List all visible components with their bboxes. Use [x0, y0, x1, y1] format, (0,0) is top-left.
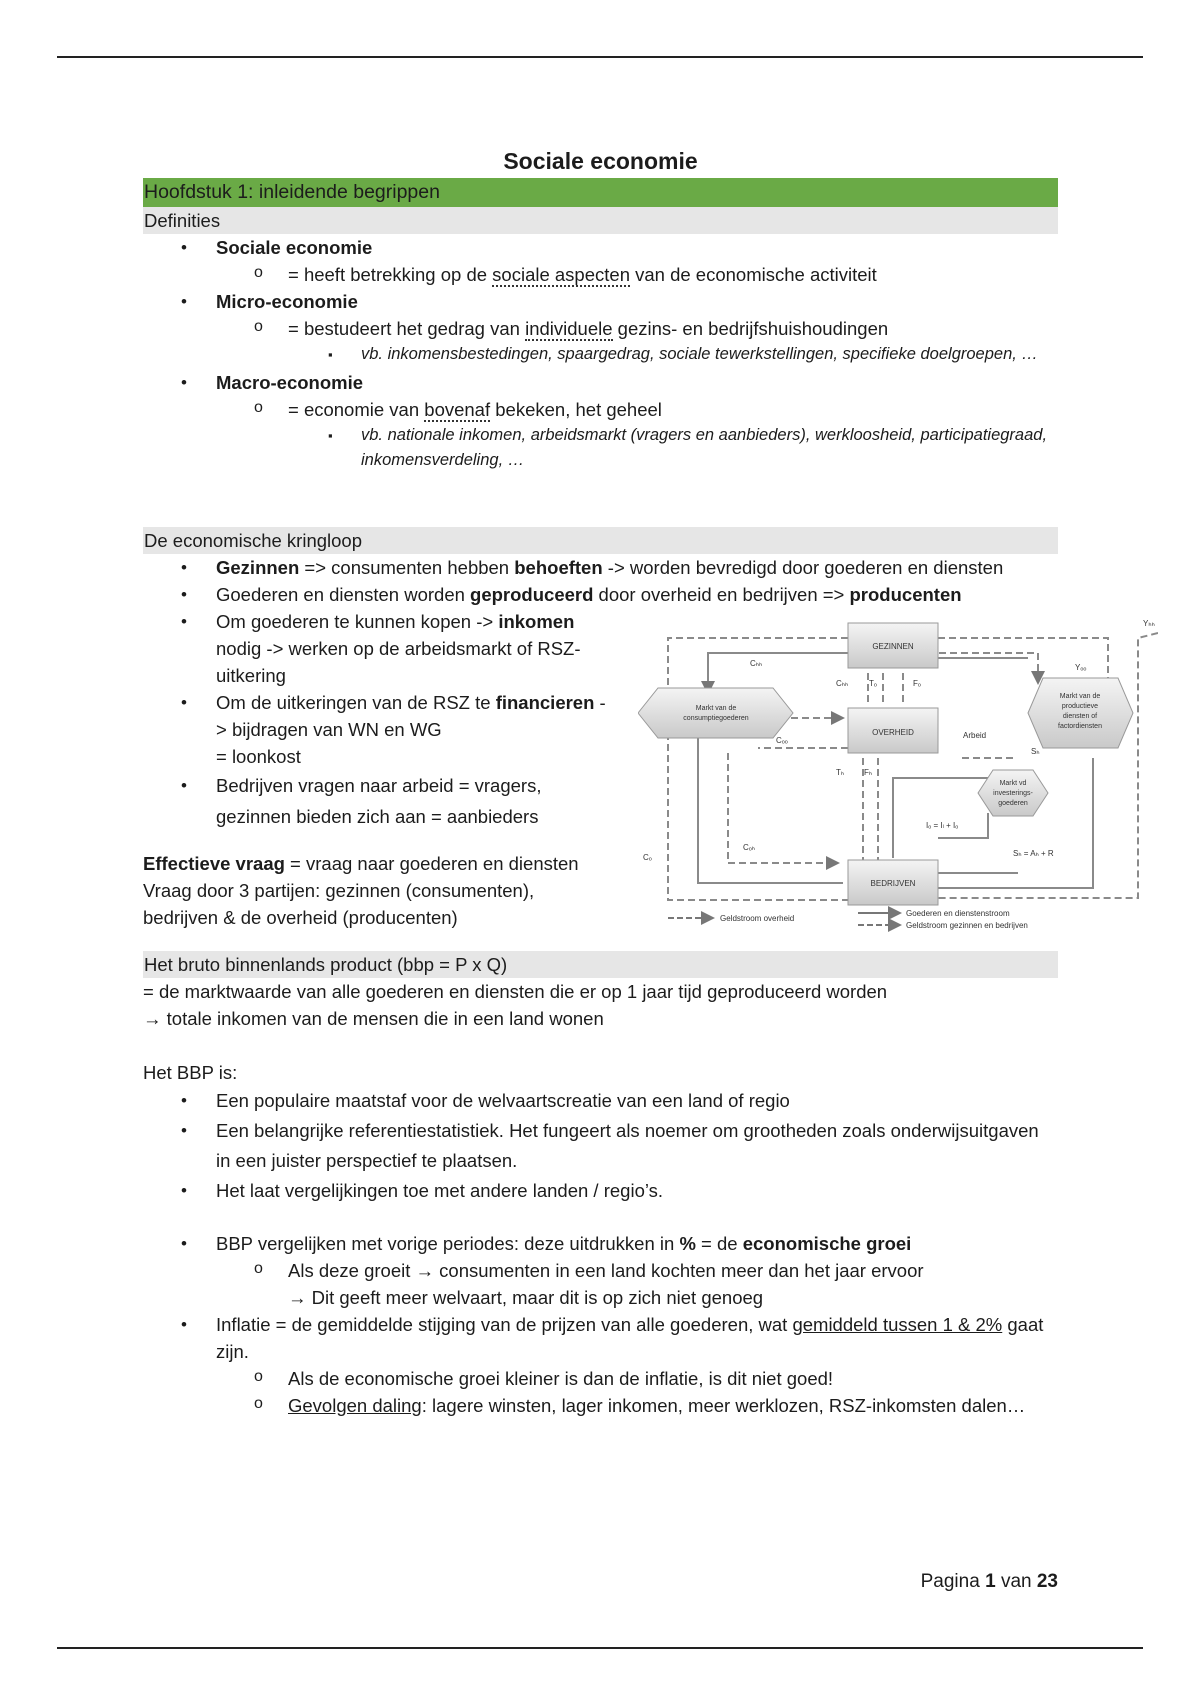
markt-fact-label: factordiensten [1058, 723, 1102, 730]
kringloop-left-column [143, 608, 613, 931]
gezinnen-label: GEZINNEN [872, 642, 914, 651]
effectieve-vraag-line: Vraag door 3 partijen: gezinnen (consumenten), [143, 880, 535, 901]
list-item: • Een belangrijke referentiestatistiek. Het fungeert als noemer om grootheden zoals onderwijsuitgaven in een juister perspectief te plaatsen. [143, 1116, 1058, 1176]
list-sub-item: o Als de economische groei kleiner is dan de inflatie, is dit niet goed! [143, 1365, 1058, 1392]
bbp-definition: → totale inkomen van de mensen die in een land wonen [143, 1008, 604, 1029]
list-item: • Het laat vergelijkingen toe met andere landen / regio’s. [143, 1176, 1058, 1206]
list-item: • Een populaire maatstaf voor de welvaartscreatie van een land of regio [143, 1086, 1058, 1116]
flow-label: Cₒₕ [743, 843, 756, 852]
section-heading-bbp: Het bruto binnenlands product (bbp = P x Q) [143, 951, 1058, 978]
legend-label: Goederen en dienstenstroom [906, 909, 1010, 918]
section-heading-kringloop: De economische kringloop [143, 527, 1058, 554]
footer-rule [57, 1647, 1143, 1649]
flow-label: Fₒ [913, 679, 921, 688]
document-title: Sociale economie [503, 148, 698, 174]
list-item: • Bedrijven vragen naar arbeid = vragers, gezinnen bieden zich aan = aanbieders [143, 770, 613, 832]
list-sub-item: o Gevolgen daling: lagere winsten, lager inkomen, meer werklozen, RSZ-inkomsten dalen… [143, 1392, 1058, 1419]
flow-label: Cₕₕ [750, 659, 763, 668]
flow-label: Arbeid [963, 731, 987, 740]
header-rule [57, 56, 1143, 58]
markt-fact-label: diensten of [1062, 713, 1098, 720]
flow-label: Cₕₕ [836, 679, 849, 688]
bbp-definition: = de marktwaarde van alle goederen en diensten die er op 1 jaar tijd geproduceerd worden [143, 981, 888, 1002]
definities-list [143, 234, 1058, 473]
markt-inv-label: goederen [998, 800, 1028, 807]
markt-consumptiegoederen-shape [638, 688, 793, 738]
overheid-label: OVERHEID [872, 728, 914, 737]
bbp-groei-list [143, 1230, 1058, 1419]
markt-inv-label: Markt vd [999, 780, 1027, 787]
definition-term: • Macro-economie [143, 369, 1058, 396]
definition-sub: o = bestudeert het gedrag van individuele gezins- en bedrijfshuishoudingen [143, 315, 1058, 342]
list-item: • Inflatie = de gemiddelde stijging van de prijzen van alle goederen, wat gemiddeld tussen 1 & 2% gaat zijn. [143, 1311, 1058, 1365]
definition-example: ▪ vb. nationale inkomen, arbeidsmarkt (vragers en aanbieders), werkloosheid, participatiegraad, inkomensverdeling, … [143, 423, 1058, 473]
section-heading-definities: Definities [143, 207, 1058, 234]
kringloop-diagram [638, 598, 1158, 938]
definition-sub: o = heeft betrekking op de sociale aspecten van de economische activiteit [143, 261, 1058, 288]
list-item: • Gezinnen => consumenten hebben behoeften -> worden bevredigd door goederen en diensten [143, 554, 1058, 581]
list-item: • Om de uitkeringen van de RSZ te financieren -> bijdragen van WN en WG = loonkost [143, 689, 613, 770]
effectieve-vraag: Effectieve vraag = vraag naar goederen en diensten [143, 853, 579, 874]
flow-label: Iₒ = Iₗ + Iₒ [926, 821, 959, 830]
flow-label: Sₕ [1031, 747, 1040, 756]
definition-term: • Micro-economie [143, 288, 1058, 315]
bedrijven-label: BEDRIJVEN [870, 879, 916, 888]
flow-line [938, 633, 1158, 898]
flow-line [698, 733, 843, 883]
effectieve-vraag-line: bedrijven & de overheid (producenten) [143, 907, 458, 928]
flow-label: Fₕ [864, 768, 873, 777]
markt-cons-label: Markt van de [695, 705, 737, 712]
flow-label: Cₒₒ [776, 736, 788, 745]
legend-label: Geldstroom gezinnen en bedrijven [906, 921, 1028, 930]
bbp-list [143, 1086, 1058, 1206]
flow-label: Yₕₕ [1143, 619, 1155, 628]
flow-label: Yₒₒ [1075, 663, 1087, 672]
kringloop-two-column [143, 608, 1155, 958]
flow-label: Tₕ [836, 768, 845, 777]
markt-inv-label: investerings- [993, 790, 1033, 797]
flow-line [668, 733, 848, 900]
definition-sub: o = economie van bovenaf bekeken, het geheel [143, 396, 1058, 423]
definition-term: • Sociale economie [143, 234, 1058, 261]
markt-fact-label: productieve [1061, 703, 1099, 710]
document-page [143, 140, 1155, 1419]
flow-line [893, 778, 988, 858]
page-number: Pagina 1 van 23 [920, 1571, 1058, 1592]
list-sub-continuation: → Dit geeft meer welvaart, maar dit is op zich niet genoeg [288, 1287, 764, 1308]
list-sub-item: o Als deze groeit → consumenten in een land kochten meer dan het jaar ervoor [143, 1257, 1058, 1284]
list-item: • BBP vergelijken met vorige periodes: deze uitdrukken in % = de economische groei [143, 1230, 1058, 1257]
definition-example: ▪ vb. inkomensbestedingen, spaargedrag, sociale tewerkstellingen, specifieke doelgroepen, … [143, 342, 1058, 367]
kringloop-list-bottom [143, 608, 613, 832]
markt-fact-label: Markt van de [1059, 693, 1101, 700]
flow-label: Sₕ = Aₕ + R [1013, 849, 1054, 858]
flow-label: Tₒ [869, 679, 877, 688]
bbp-intro: Het BBP is: [143, 1062, 238, 1083]
chapter-heading: Hoofdstuk 1: inleidende begrippen [143, 178, 1058, 207]
markt-cons-label: consumptiegoederen [683, 715, 749, 722]
flow-line [708, 653, 848, 693]
legend-label: Geldstroom overheid [720, 914, 795, 923]
flow-label: Cₒ [643, 853, 652, 862]
list-item: • Om goederen te kunnen kopen -> inkomen nodig -> werken op de arbeidsmarkt of RSZ-uitkering [143, 608, 613, 689]
list-item: • Goederen en diensten worden geproduceerd door overheid en bedrijven => producenten [143, 581, 1058, 608]
